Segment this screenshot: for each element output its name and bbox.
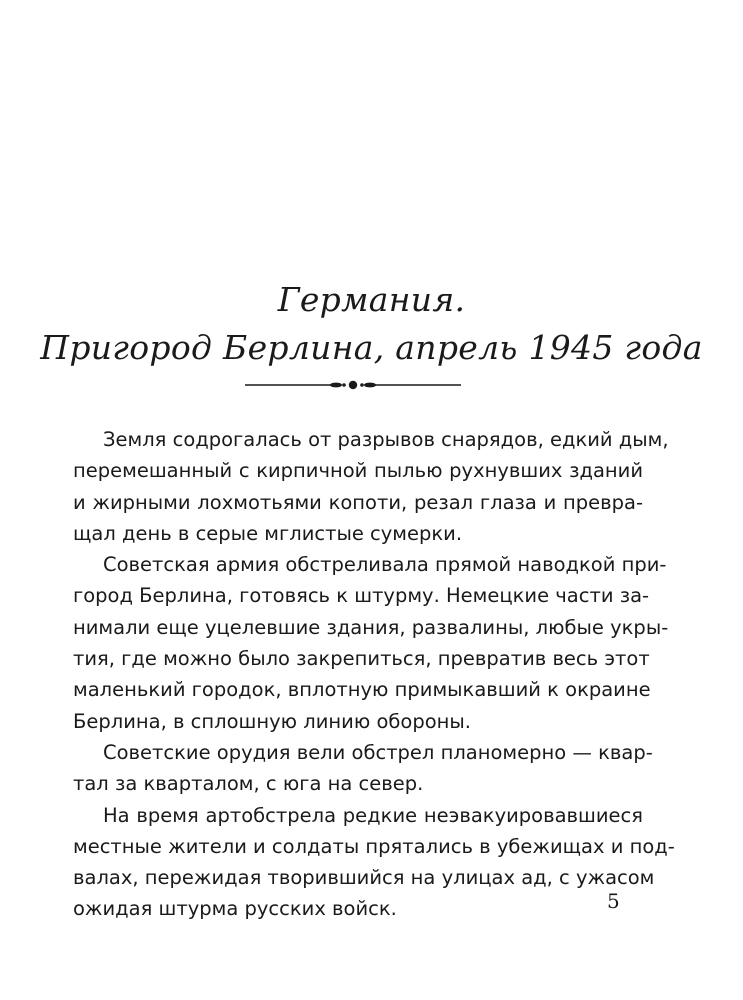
- body-text: [73, 424, 675, 925]
- text-line: Советская армия обстреливала прямой наводкой при-: [103, 553, 667, 577]
- ornament-divider-icon: [243, 375, 463, 395]
- text-line: щал день в серые мглистые сумерки.: [73, 521, 463, 545]
- page-number: 5: [607, 889, 620, 913]
- text-line: и жирными лохмотьями копоти, резал глаза и превра-: [73, 490, 643, 514]
- chapter-title: [40, 276, 703, 372]
- paragraph: [73, 737, 653, 800]
- chapter-title-line-1: Германия.: [277, 280, 466, 319]
- paragraph: [73, 424, 669, 549]
- text-line: город Берлина, готовясь к штурму. Немецкие части за-: [73, 584, 650, 608]
- text-line: местные жители и солдаты прятались в убежищах и под-: [73, 834, 675, 858]
- text-line: тия, где можно было закрепиться, превратив весь этот: [73, 647, 650, 671]
- text-line: На время артобстрела редкие неэвакуировавшиеся: [103, 803, 643, 827]
- paragraph: [73, 549, 669, 737]
- text-line: перемешанный с кирпичной пылью рухнувших зданий: [73, 459, 643, 483]
- text-line: Земля содрогалась от разрывов снарядов, едкий дым,: [103, 428, 669, 451]
- text-line: маленький городок, вплотную примыкавший к окраине: [73, 678, 651, 702]
- text-line: тал за кварталом, с юга на север.: [73, 772, 424, 796]
- text-line: ожидая штурма русских войск.: [73, 897, 397, 921]
- text-line: Советские орудия вели обстрел планомерно — квар-: [103, 740, 653, 764]
- text-line: Берлина, в сплошную линию обороны.: [73, 709, 471, 733]
- paragraph: [73, 800, 675, 925]
- text-line: валах, пережидая творившийся на улицах ад, с ужасом: [73, 866, 655, 890]
- text-line: нимали еще уцелевшие здания, развалины, любые укры-: [73, 615, 669, 639]
- chapter-title-line-2: Пригород Берлина, апрель 1945 года: [40, 328, 703, 367]
